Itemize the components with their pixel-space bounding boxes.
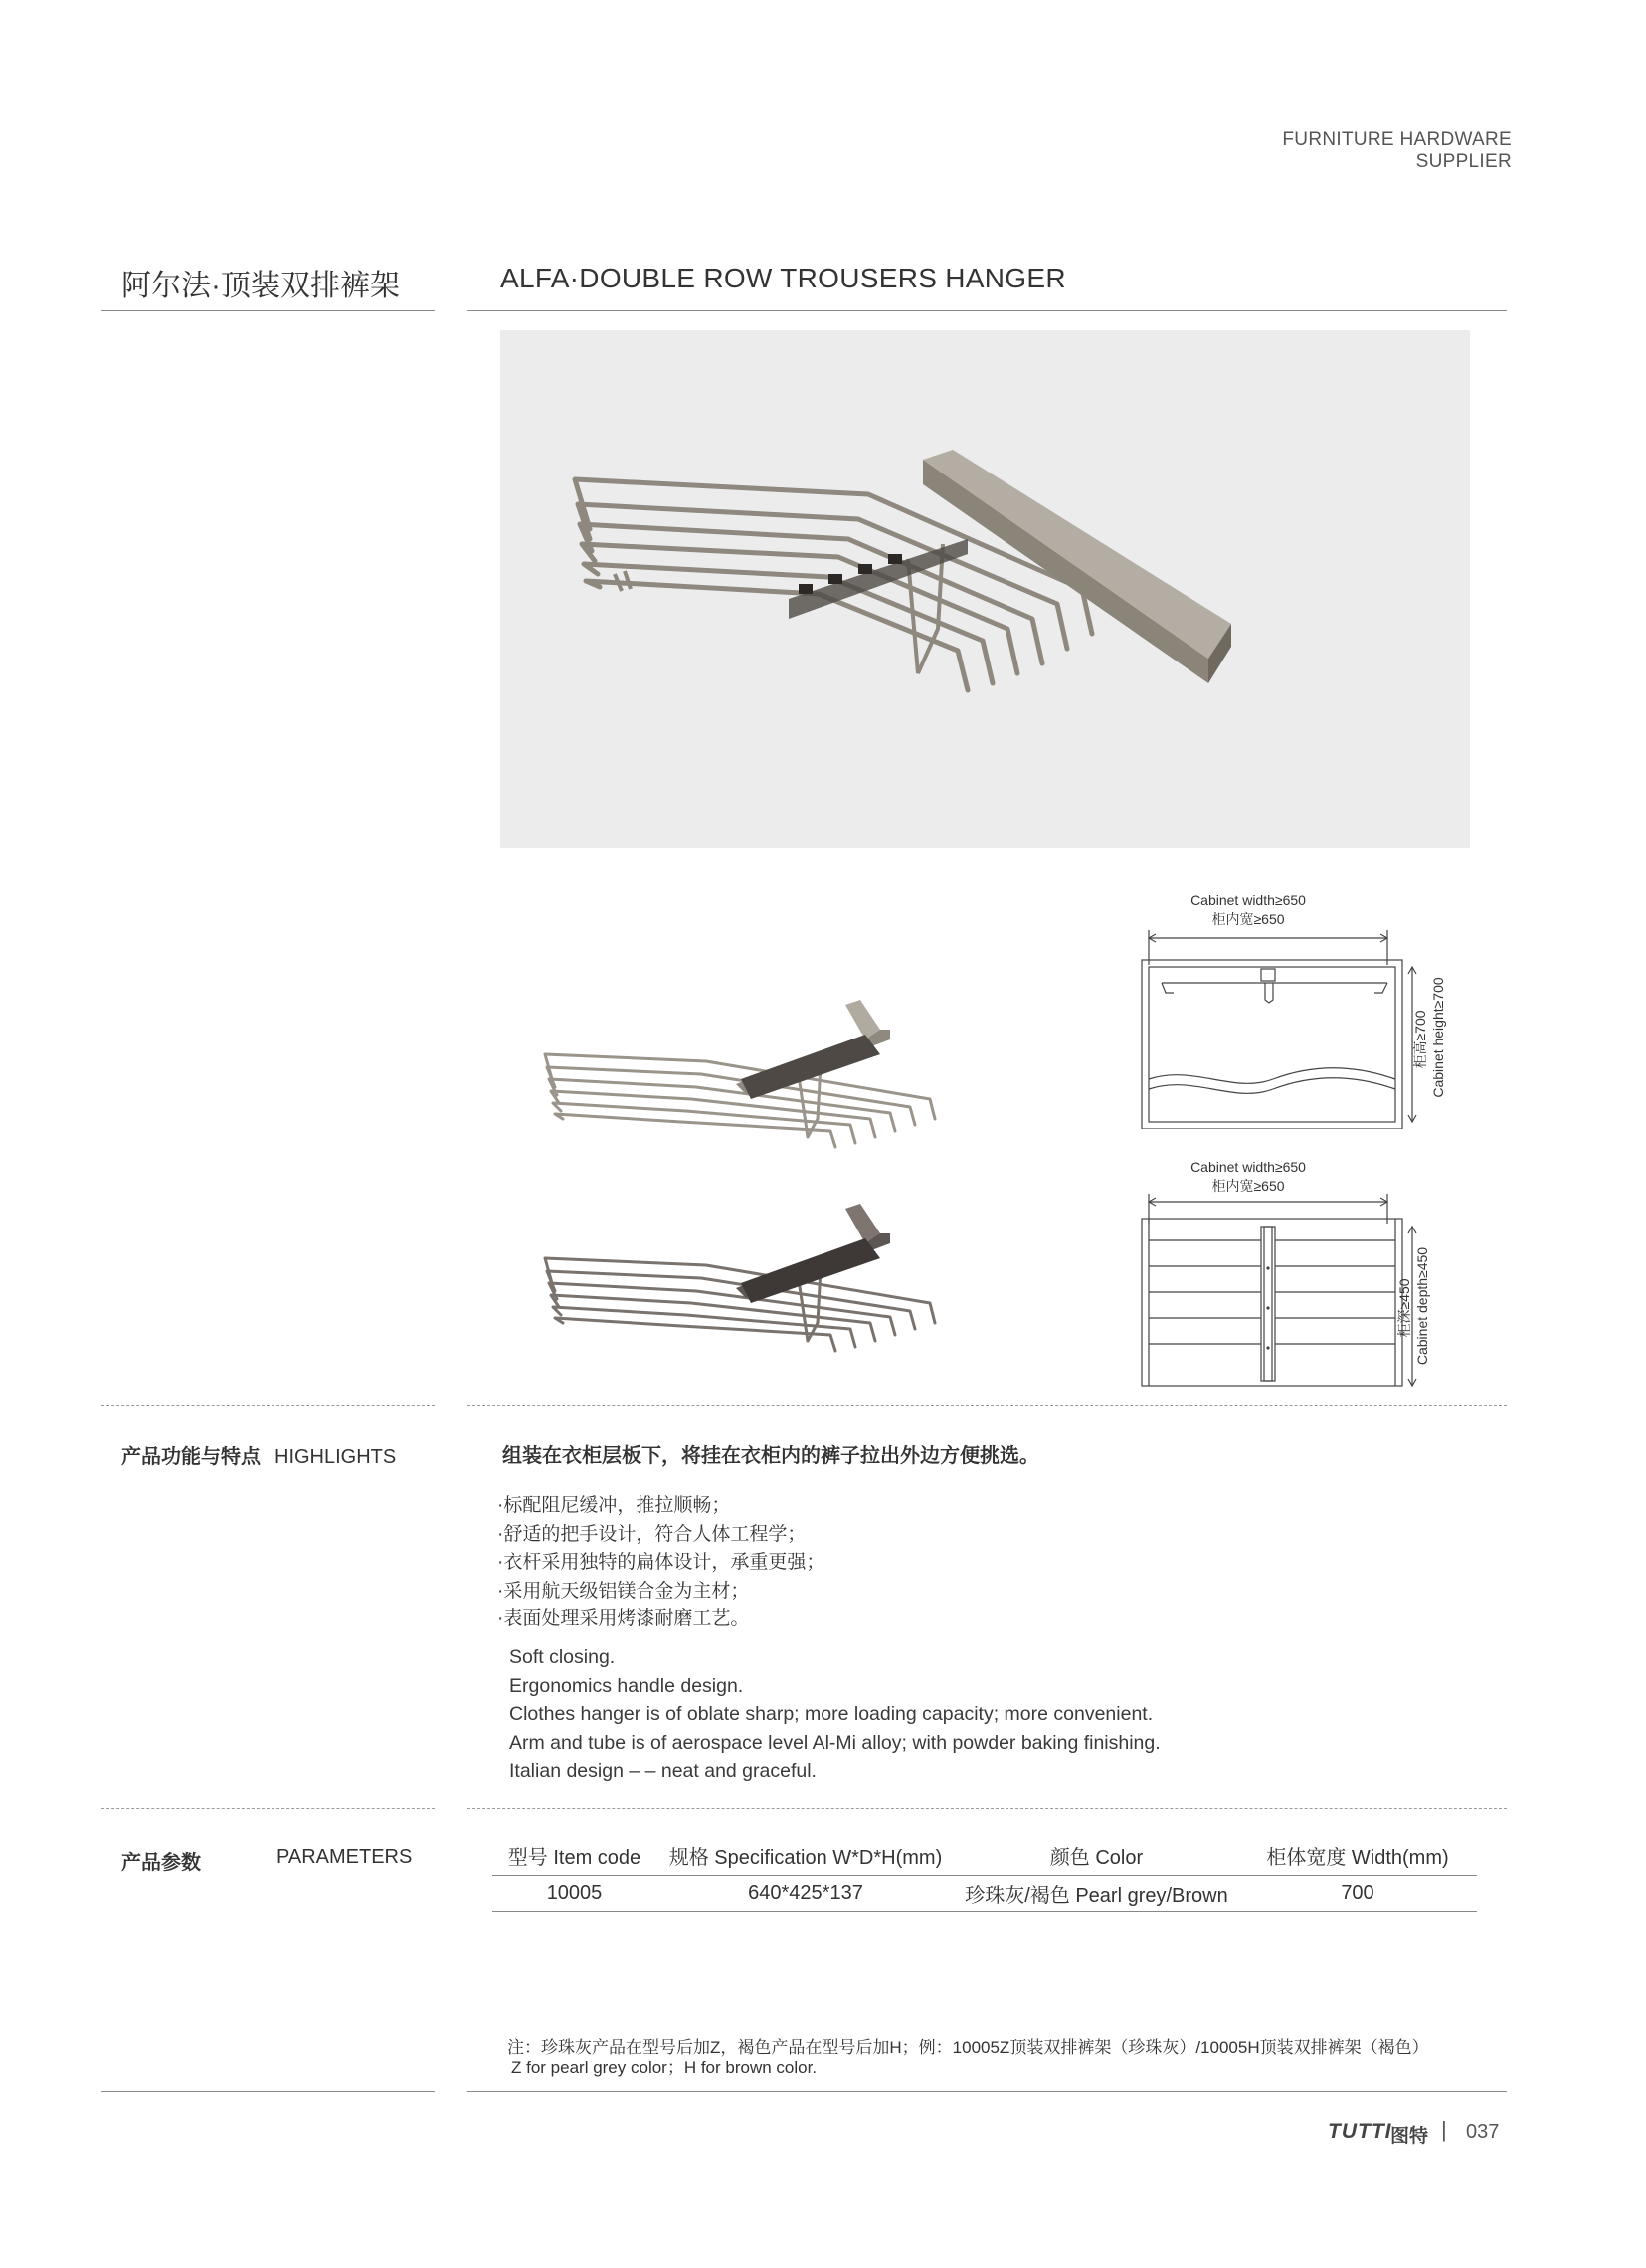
highlights-label [121, 1440, 396, 1469]
highlight-cn-item: ·采用航天级铝镁合金为主材； [497, 1580, 750, 1602]
table-row [492, 1875, 1477, 1911]
parameters-table [492, 1837, 1477, 1912]
highlights-lead: 组装在衣柜层板下，将挂在衣柜内的裤子拉出外边方便挑选。 [502, 1445, 1039, 1467]
title-rule-right [467, 310, 1507, 311]
cell-color: 珍珠灰/褐色 Pearl grey/Brown [955, 1875, 1238, 1911]
parameters-label-en: PARAMETERS [276, 1846, 413, 1868]
diagram-bottom-width-en: Cabinet width≥650 [1190, 1159, 1306, 1175]
highlight-en-item: Arm and tube is of aerospace level Al-Mi alloy; with powder baking finishing. [509, 1731, 1161, 1754]
header-specification: 规格 Specification W*D*H(mm) [656, 1837, 955, 1875]
diagram-bottom-depth-en: Cabinet depth≥450 [1414, 1246, 1430, 1366]
header-item-code: 型号 Item code [492, 1837, 656, 1875]
highlight-cn-item: ·表面处理采用烤漆耐磨工艺。 [497, 1608, 750, 1629]
cell-width: 700 [1238, 1875, 1477, 1911]
footer-separator: | [1441, 2117, 1447, 2142]
highlights-label-cn: 产品功能与特点 [121, 1446, 261, 1468]
highlight-en-item: Italian design – – neat and graceful. [509, 1760, 817, 1782]
title-rule-left [101, 310, 435, 311]
cell-specification: 640*425*137 [656, 1875, 955, 1911]
highlight-en-item: Soft closing. [509, 1646, 616, 1668]
hero-product-image [500, 330, 1470, 848]
diagram-top-height-cn: 柜高≥700 [1412, 1010, 1428, 1069]
diagram-bottom-depth-cn: 柜深≥450 [1396, 1278, 1412, 1338]
table-header-row [492, 1837, 1477, 1875]
diagram-front-view [1134, 925, 1442, 1134]
highlights-en-list [509, 1643, 1161, 1786]
diagram-top-width-cn: 柜内宽≥650 [1211, 911, 1285, 927]
header-color: 颜色 Color [955, 1837, 1238, 1875]
page-number: 037 [1466, 2121, 1500, 2143]
divider-parameters-right [467, 1808, 1507, 1809]
highlight-en-item: Clothes hanger is of oblate sharp; more loading capacity; more convenient. [509, 1703, 1154, 1725]
cell-item-code: 10005 [492, 1875, 656, 1911]
footer-rule-left [101, 2091, 435, 2092]
trousers-hanger-illustration [500, 330, 1470, 848]
divider-highlights-right [467, 1405, 1507, 1406]
note-en: Z for pearl grey color；H for brown color. [511, 2058, 818, 2077]
highlight-en-item: Ergonomics handle design. [509, 1674, 744, 1697]
supplier-tagline: FURNITURE HARDWARE SUPPLIER [1282, 129, 1512, 172]
divider-highlights-left [101, 1405, 435, 1406]
title-english: ALFA·DOUBLE ROW TROUSERS HANGER [500, 263, 1066, 293]
highlight-cn-item: ·舒适的把手设计，符合人体工程学； [497, 1523, 807, 1545]
product-view-pearl-grey [537, 1000, 955, 1154]
divider-parameters-left [101, 1808, 435, 1809]
diagram-top-width-en: Cabinet width≥650 [1190, 892, 1306, 908]
diagram-bottom-width-cn: 柜内宽≥650 [1211, 1178, 1285, 1194]
brand-logo: TUTTI [1328, 2120, 1392, 2143]
brand-logo-cn: 图特 [1390, 2126, 1429, 2147]
highlights-label-en: HIGHLIGHTS [274, 1446, 397, 1468]
highlight-cn-item: ·标配阻尼缓冲，推拉顺畅； [497, 1495, 731, 1516]
footer-rule-right [467, 2091, 1507, 2092]
title-chinese: 阿尔法·顶装双排裤架 [121, 270, 400, 302]
highlights-cn-list [497, 1492, 824, 1634]
product-view-brown [537, 1204, 955, 1358]
parameters-label-cn: 产品参数 [121, 1852, 201, 1874]
diagram-top-height-en: Cabinet height≥700 [1430, 977, 1446, 1098]
note-cn: 注：珍珠灰产品在型号后加Z，褐色产品在型号后加H；例：10005Z顶装双排裤架（珍珠灰）/10005H顶装双排裤架（褐色） [507, 2038, 1429, 2057]
header-width: 柜体宽度 Width(mm) [1238, 1837, 1477, 1875]
highlight-cn-item: ·衣杆采用独特的扁体设计，承重更强； [497, 1552, 825, 1573]
